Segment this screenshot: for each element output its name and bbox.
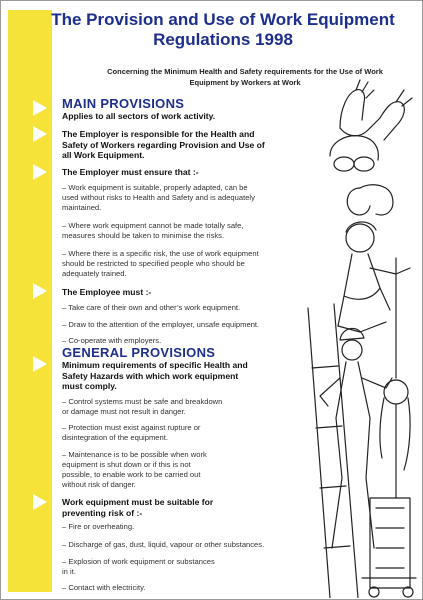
poster-title — [30, 10, 416, 50]
list-item — [62, 423, 330, 443]
subtitle-line: Concerning the Minimum Health and Safety requirements for the Use of Work — [107, 67, 383, 76]
text-line: adequately trained. — [62, 269, 127, 278]
list-item — [62, 249, 330, 279]
text-line: – Maintenance is to be possible when work — [62, 450, 207, 459]
list-item: – Draw to the attention of the employer, unsafe equipment. — [62, 320, 260, 329]
list-item: – Discharge of gas, dust, liquid, vapour or other substances. — [62, 540, 265, 549]
text-line: Work equipment must be suitable for — [62, 497, 214, 507]
title-line: The Provision and Use of Work Equipment — [51, 10, 395, 29]
main-provisions-heading: MAIN PROVISIONS — [62, 96, 185, 111]
arrow-marker-icon — [33, 494, 47, 510]
employee-must-heading: The Employee must :- — [62, 287, 152, 297]
text-line: – Control systems must be safe and breakdown — [62, 397, 223, 406]
text-line: should be restricted to specified people who should be — [62, 259, 245, 268]
text-line: all Work Equipment. — [62, 150, 145, 160]
text-line: used without risks to Health and Safety and is adequately — [62, 193, 255, 202]
employer-responsibility — [62, 129, 330, 161]
general-intro — [62, 360, 330, 392]
subtitle-line: Equipment by Workers at Work — [189, 78, 301, 87]
general-provisions-heading: GENERAL PROVISIONS — [62, 345, 216, 360]
list-item — [62, 397, 330, 417]
text-line: in it. — [62, 567, 76, 576]
arrow-marker-icon — [33, 100, 47, 116]
workers-illustration — [300, 78, 420, 598]
list-item: – Take care of their own and other’s work equipment. — [62, 303, 241, 312]
arrow-marker-icon — [33, 126, 47, 142]
applies-statement: Applies to all sectors of work activity. — [62, 111, 216, 121]
text-line: must comply. — [62, 381, 117, 391]
text-line: without risk of danger. — [62, 480, 136, 489]
text-line: – Where there is a specific risk, the use of work equipment — [62, 249, 259, 258]
arrow-marker-icon — [33, 283, 47, 299]
list-item — [62, 183, 330, 213]
text-line: – Explosion of work equipment or substances — [62, 557, 215, 566]
text-line: – Where work equipment cannot be made totally safe, — [62, 221, 244, 230]
list-item — [62, 221, 330, 241]
list-item: – Contact with electricity. — [62, 583, 146, 592]
text-line: disintegration of the equipment. — [62, 433, 168, 442]
text-line: preventing risk of :- — [62, 507, 143, 518]
text-line: maintained. — [62, 203, 102, 212]
risk-heading — [62, 497, 330, 518]
text-line: – Protection must exist against rupture or — [62, 423, 201, 432]
arrow-marker-icon — [33, 164, 47, 180]
text-line: Safety of Workers regarding Provision and Use of — [62, 139, 265, 150]
employer-must-heading: The Employer must ensure that :- — [62, 167, 199, 177]
text-line: – Work equipment is suitable, properly adapted, can be — [62, 183, 248, 192]
list-item — [62, 557, 330, 577]
text-line: The Employer is responsible for the Health and — [62, 129, 255, 139]
text-line: measures should be taken to minimise the risks. — [62, 231, 225, 240]
list-item: – Fire or overheating. — [62, 522, 135, 531]
arrow-marker-icon — [33, 356, 47, 372]
list-item — [62, 450, 330, 490]
text-line: or damage must not result in danger. — [62, 407, 186, 416]
text-line: Safety Hazards with which work equipment — [62, 370, 239, 381]
text-line: Minimum requirements of specific Health and — [62, 360, 248, 370]
text-line: possible, to enable work to be carried out — [62, 470, 201, 479]
text-line: equipment is shut down or if this is not — [62, 460, 191, 469]
title-line: Regulations 1998 — [153, 30, 293, 49]
list-item: – Co-operate with employers. — [62, 336, 162, 345]
